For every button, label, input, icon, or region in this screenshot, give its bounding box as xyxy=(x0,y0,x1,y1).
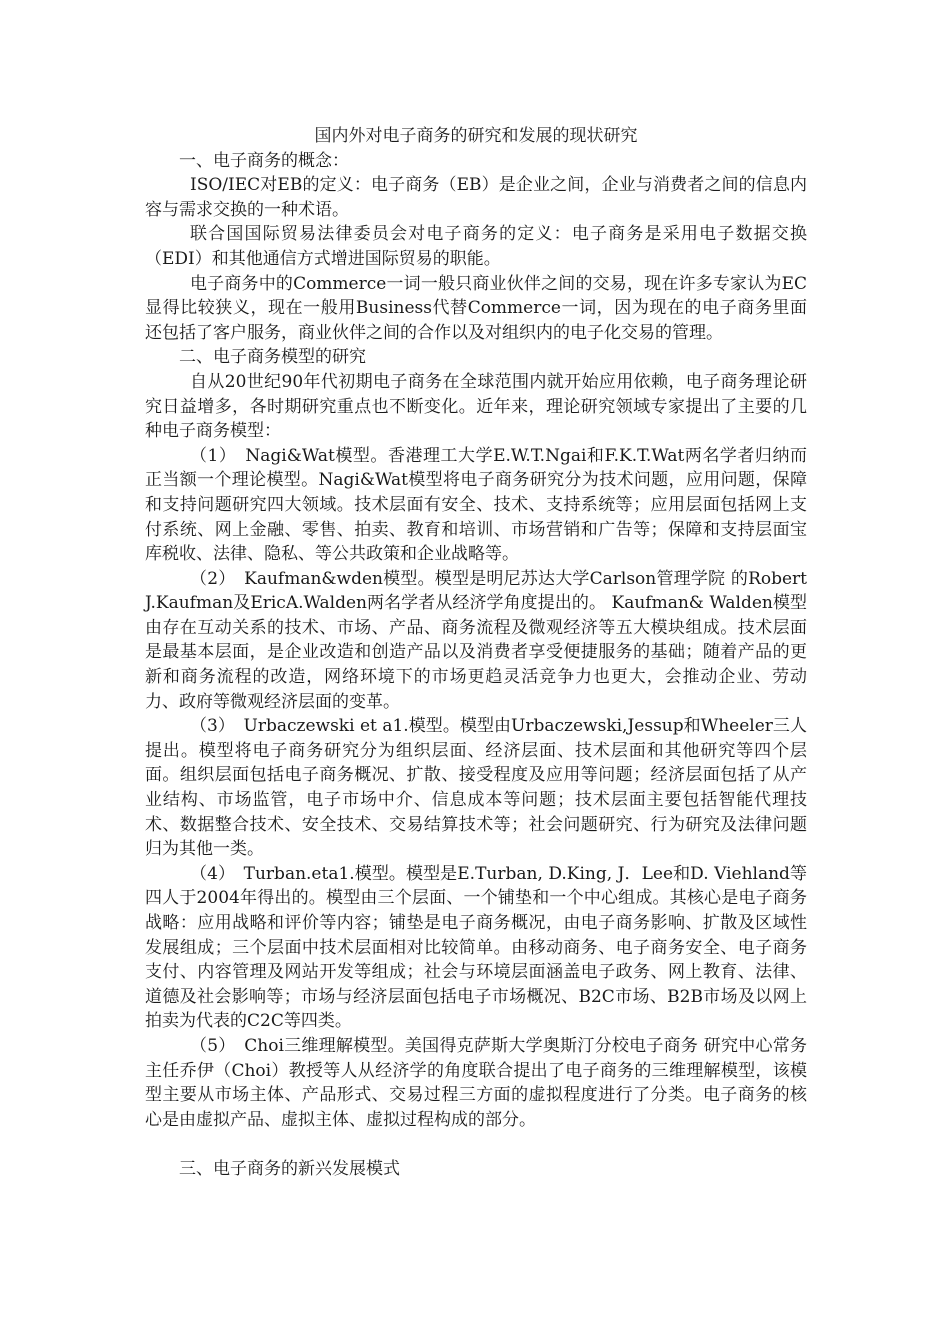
blank-line xyxy=(145,1132,807,1157)
paragraph-commerce-term: 电子商务中的Commerce一词一般只商业伙伴之间的交易，现在许多专家认为EC显得比较狭义，现在一般用Business代替Commerce一词，因为现在的电子商务里面还包括了客户服务，商业伙伴之间的合作以及对组织内的电子化交易的管理。 xyxy=(145,273,807,343)
paragraph-models-intro: 自从20世纪90年代初期电子商务在全球范围内就开始应用依赖，电子商务理论研究日益增多，各时期研究重点也不断变化。近年来，理论研究领域专家提出了主要的几种电子商务模型： xyxy=(145,371,807,442)
paragraph-model-4: （4） Turban.eta1.模型。模型是E.Turban, D.King, J．Lee和D. Viehland等四人于2004年得出的。模型由三个层面、一个铺垫和一个中心组成。其核心是电子商务战略：应用战略和评价等内容；铺垫是电子商务概况，由电子商务影响、扩散及区域性发展组成；三个层面中技术层面相对比较简单。由移动商务、电子商务安全、电子商务支付、内容管理及网站开发等组成；社会与环境层面涵盖电子政务、网上教育、法律、道德及社会影响等；市场与经济层面包括电子市场概况、B2C市场、B2B市场及以网上拍卖为代表的C2C等四类。 xyxy=(145,863,807,1032)
document-body xyxy=(145,124,807,1182)
paragraph-model-3: （3） Urbaczewski et a1.模型。模型由Urbaczewski,Jessup和Wheeler三人提出。模型将电子商务研究分为组织层面、经济层面、技术层面和其他研究等四个层面。组织层面包括电子商务概况、扩散、接受程度及应用等问题；经济层面包括了从产业结构、市场监管，电子市场中介、信息成本等问题；技术层面主要包括智能代理技术、数据整合技术、安全技术、交易结算技术等；社会问题研究、行为研究及法律问题归为其他一类。 xyxy=(145,716,807,860)
section-heading-models: 二、电子商务模型的研究 xyxy=(179,347,366,368)
paragraph-model-2: （2） Kaufman&wden模型。模型是明尼苏达大学Carlson管理学院 的Robert J.Kaufman及EricA.Walden两名学者从经济学角度提出的。 Kaufman& Walden模型由存在互动关系的技术、市场、产品、商务流程及微观经济等五大模块组成。技术层面是最基本层面，是企业改造和创造产品以及消费者享受便捷服务的基础；随着产品的更新和商务流程的改造，网络环境下的市场更趋灵活竞争力也更大，会推动企业、劳动力、政府等微观经济层面的变革。 xyxy=(145,568,807,712)
document-title: 国内外对电子商务的研究和发展的现状研究 xyxy=(314,126,638,146)
paragraph-iso-definition: ISO/IEC对EB的定义：电子商务（EB）是企业之间，企业与消费者之间的信息内容与需求交换的一种术语。 xyxy=(145,175,807,220)
section-heading-emerging: 三、电子商务的新兴发展模式 xyxy=(179,1158,400,1179)
section-heading-concept: 一、电子商务的概念： xyxy=(179,150,349,171)
paragraph-un-definition: 联合国国际贸易法律委员会对电子商务的定义：电子商务是采用电子数据交换 （EDI）和其他通信方式增进国际贸易的职能。 xyxy=(145,224,807,269)
paragraph-model-5: （5） Choi三维理解模型。美国得克萨斯大学奥斯汀分校电子商务 研究中心常务主任乔伊（Choi）教授等人从经济学的角度联合提出了电子商务的三维理解模型，该模型主要从市场主体、产品形式、交易过程三方面的虚拟程度进行了分类。电子商务的核心是由虚拟产品、虚拟主体、虚拟过程构成的部分。 xyxy=(145,1035,807,1130)
paragraph-model-1: （1） Nagi&Wat模型。香港理工大学E.W.T.Ngai和F.K.T.Wat两名学者归纳而正当额一个理论模型。Nagi&Wat模型将电子商务研究分为技术问题，应用问题，保障和支持问题研究四大领域。技术层面有安全、技术、支持系统等；应用层面包括网上支付系统、网上金融、零售、拍卖、教育和培训、市场营销和广告等；保障和支持层面宝库税收、法律、隐私、等公共政策和企业战略等。 xyxy=(145,445,807,565)
